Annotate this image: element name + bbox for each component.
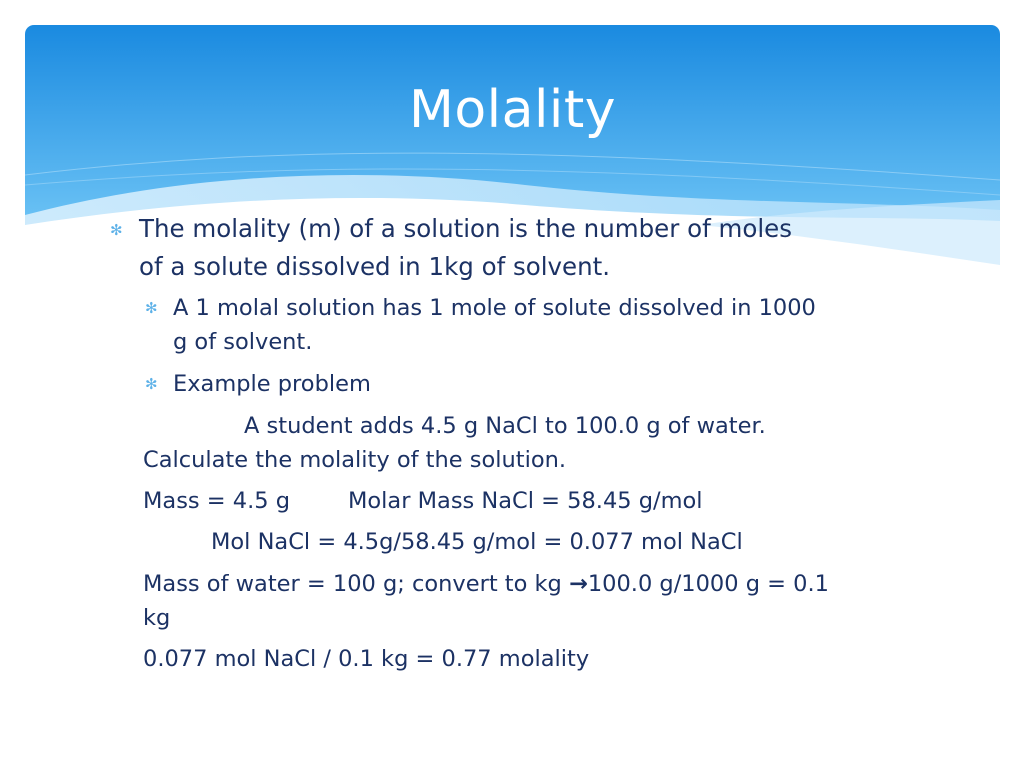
asterisk-bullet-icon: ✻ — [145, 375, 158, 393]
arrow-right-icon: → — [569, 571, 588, 597]
mol-calculation: Mol NaCl = 4.5g/58.45 g/mol = 0.077 mol NaCl — [211, 529, 743, 555]
slide-title: Molality — [408, 80, 617, 140]
bullet-3-line-1: Example problem — [173, 371, 371, 397]
mass-given: Mass = 4.5 g — [143, 488, 291, 514]
asterisk-bullet-icon: ✻ — [145, 299, 158, 317]
example-problem-line-2: Calculate the molality of the solution. — [143, 447, 566, 473]
asterisk-bullet-icon: ✻ — [110, 221, 123, 239]
bullet-2-line-2: g of solvent. — [173, 329, 313, 355]
water-unit: kg — [143, 605, 171, 631]
example-problem-line-1: A student adds 4.5 g NaCl to 100.0 g of water. — [244, 413, 766, 439]
molality-result: 0.077 mol NaCl / 0.1 kg = 0.77 molality — [143, 646, 590, 672]
bullet-1-line-2: of a solute dissolved in 1kg of solvent. — [139, 252, 611, 281]
bullet-1-line-1: The molality (m) of a solution is the number of moles — [139, 214, 792, 243]
water-conversion — [143, 567, 829, 601]
water-conversion-value: 100.0 g/1000 g = 0.1 — [587, 571, 829, 597]
water-conversion-text: Mass of water = 100 g; convert to kg — [143, 571, 569, 597]
bullet-2-line-1: A 1 molal solution has 1 mole of solute dissolved in 1000 — [173, 295, 816, 321]
molar-mass: Molar Mass NaCl = 58.45 g/mol — [348, 488, 703, 514]
